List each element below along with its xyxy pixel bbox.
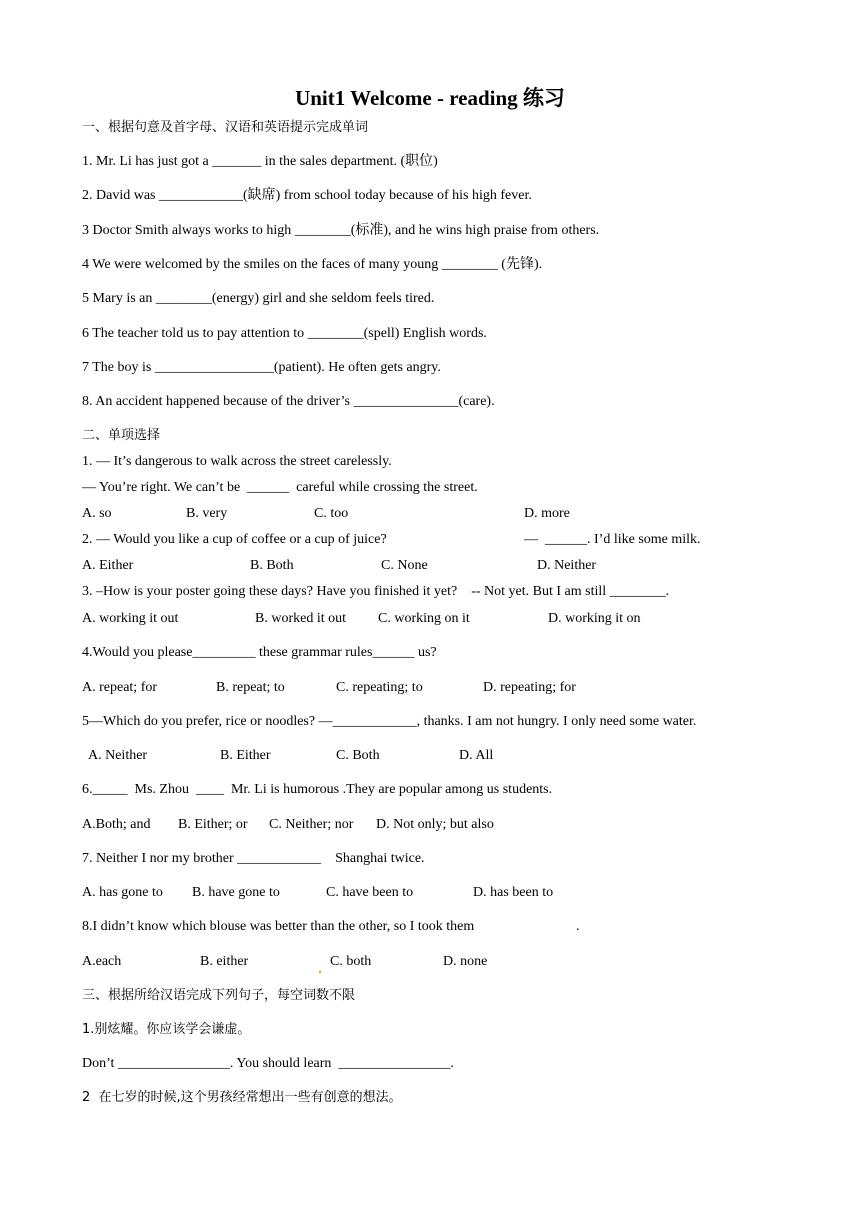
q1-line2: — You’re right. We can’t be ______ careful while crossing the street. bbox=[82, 480, 478, 495]
q5-line: 5—Which do you prefer, rice or noodles? —____________, thanks. I am not hungry. I only need some water. bbox=[82, 714, 697, 729]
s1-item-7: 7 The boy is _________________(patient). He often gets angry. bbox=[82, 360, 441, 375]
q4-option-d: D. repeating; for bbox=[483, 680, 576, 695]
s1-item-2: 2. David was ____________(缺席) from school today because of his high fever. bbox=[82, 188, 532, 203]
orange-dot-mark: . bbox=[318, 960, 322, 977]
q8-line-end: . bbox=[576, 919, 580, 934]
q1-option-d: D. more bbox=[524, 506, 570, 521]
q1-option-a: A. so bbox=[82, 506, 112, 521]
q6-option-a: A.Both; and bbox=[82, 817, 151, 832]
s1-item-8: 8. An accident happened because of the driver’s _______________(care). bbox=[82, 394, 495, 409]
q1-option-b: B. very bbox=[186, 506, 228, 521]
q4-option-c: C. repeating; to bbox=[336, 680, 423, 695]
q7-option-b: B. have gone to bbox=[192, 885, 280, 900]
q3-option-b: B. worked it out bbox=[255, 611, 346, 626]
q6-line: 6._____ Ms. Zhou ____ Mr. Li is humorous .They are popular among us students. bbox=[82, 782, 553, 797]
q5-option-a: A. Neither bbox=[88, 748, 148, 763]
q2-reply: — ______. I’d like some milk. bbox=[524, 532, 701, 547]
q5-option-d: D. All bbox=[459, 748, 494, 763]
q7-option-d: D. has been to bbox=[473, 885, 554, 900]
s1-item-4: 4 We were welcomed by the smiles on the faces of many young ________ (先锋). bbox=[82, 257, 543, 272]
s1-item-1: 1. Mr. Li has just got a _______ in the sales department. (职位) bbox=[82, 154, 438, 169]
q8-option-c: C. both bbox=[330, 954, 372, 969]
s3-q1-english: Don’t ________________. You should learn ________________. bbox=[82, 1056, 454, 1071]
page-title: Unit1 Welcome - reading 练习 bbox=[295, 86, 565, 110]
q5-option-b: B. Either bbox=[220, 748, 271, 763]
q4-option-b: B. repeat; to bbox=[216, 680, 285, 695]
q4-option-a: A. repeat; for bbox=[82, 680, 158, 695]
s3-q2-chinese: 2 在七岁的时候,这个男孩经常想出一些有创意的想法。 bbox=[82, 1090, 402, 1105]
q2-option-c: C. None bbox=[381, 558, 428, 573]
q2-option-b: B. Both bbox=[250, 558, 294, 573]
q8-option-a: A.each bbox=[82, 954, 122, 969]
q2-line: 2. — Would you like a cup of coffee or a cup of juice? bbox=[82, 532, 387, 547]
q6-option-b: B. Either; or bbox=[178, 817, 248, 832]
q8-line: 8.I didn’t know which blouse was better than the other, so I took them bbox=[82, 919, 475, 934]
s1-item-5: 5 Mary is an ________(energy) girl and she seldom feels tired. bbox=[82, 291, 435, 306]
s1-item-6: 6 The teacher told us to pay attention to ________(spell) English words. bbox=[82, 326, 487, 341]
q6-option-c: C. Neither; nor bbox=[269, 817, 354, 832]
q8-option-b: B. either bbox=[200, 954, 249, 969]
q5-option-c: C. Both bbox=[336, 748, 380, 763]
q3-option-d: D. working it on bbox=[548, 611, 641, 626]
q8-option-d: D. none bbox=[443, 954, 488, 969]
section2-heading: 二、单项选择 bbox=[82, 428, 161, 443]
q7-option-a: A. has gone to bbox=[82, 885, 163, 900]
q7-line: 7. Neither I nor my brother ____________ Shanghai twice. bbox=[82, 851, 425, 866]
q2-option-d: D. Neither bbox=[537, 558, 597, 573]
q6-option-d: D. Not only; but also bbox=[376, 817, 494, 832]
s1-item-3: 3 Doctor Smith always works to high ________(标准), and he wins high praise from others. bbox=[82, 223, 600, 238]
q3-option-a: A. working it out bbox=[82, 611, 179, 626]
q2-option-a: A. Either bbox=[82, 558, 134, 573]
q4-line: 4.Would you please_________ these grammar rules______ us? bbox=[82, 645, 437, 660]
q3-option-c: C. working on it bbox=[378, 611, 470, 626]
section1-heading: 一、根据句意及首字母、汉语和英语提示完成单词 bbox=[82, 120, 369, 135]
q3-line: 3. –How is your poster going these days? Have you finished it yet? -- Not yet. But I am still ________. bbox=[82, 584, 670, 599]
q7-option-c: C. have been to bbox=[326, 885, 414, 900]
section3-heading: 三、根据所给汉语完成下列句子，每空词数不限 bbox=[82, 988, 356, 1003]
q1-line1: 1. — It’s dangerous to walk across the street carelessly. bbox=[82, 454, 392, 469]
s3-q1-chinese: 1.别炫耀。你应该学会谦虚。 bbox=[82, 1022, 251, 1037]
q1-option-c: C. too bbox=[314, 506, 349, 521]
